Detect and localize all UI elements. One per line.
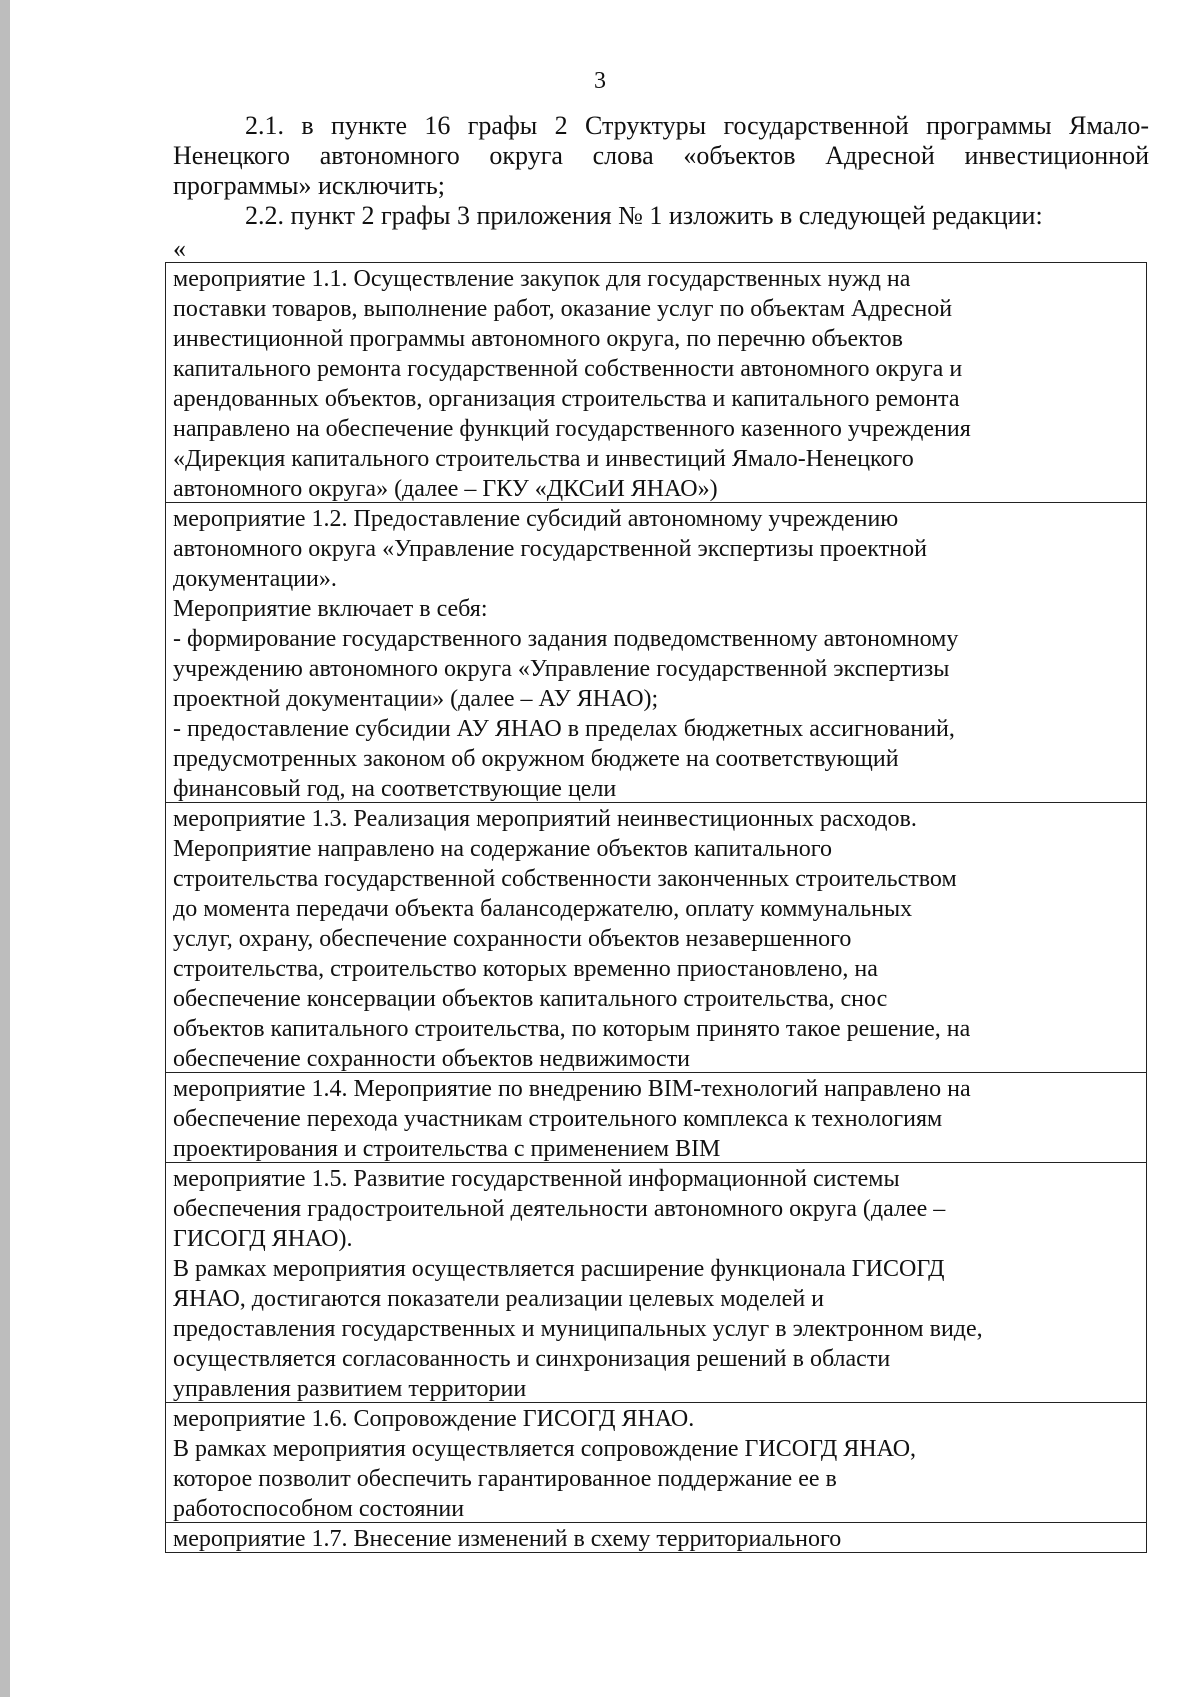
measure-text-line: услуг, охрану, обеспечение сохранности объектов незавершенного [173, 926, 852, 952]
measure-cell [166, 1403, 1147, 1523]
table-row [166, 1403, 1147, 1523]
measure-text-line: В рамках мероприятия осуществляется расширение функционала ГИСОГД [173, 1256, 945, 1282]
measure-text-line: Мероприятие включает в себя: [173, 596, 488, 622]
measure-text-line: В рамках мероприятия осуществляется сопровождение ГИСОГД ЯНАО, [173, 1436, 917, 1462]
measure-text-line: мероприятие 1.4. Мероприятие по внедрению BIM-технологий направлено на [173, 1076, 971, 1102]
intro-text [173, 111, 1149, 231]
measure-text-line: обеспечение перехода участникам строительного комплекса к технологиям [173, 1106, 943, 1132]
measure-text-line: работоспособном состоянии [173, 1496, 465, 1522]
opening-quote: « [173, 234, 186, 263]
measure-text-line: предусмотренных законом об окружном бюджете на соответствующий [173, 746, 899, 772]
measure-text-line: ЯНАО, достигаются показатели реализации целевых моделей и [173, 1286, 824, 1312]
measure-text-line: направлено на обеспечение функций государственного казенного учреждения [173, 416, 971, 442]
table-row [166, 1073, 1147, 1163]
measure-cell [166, 1523, 1147, 1553]
measure-cell [166, 503, 1147, 803]
table-row [166, 1163, 1147, 1403]
measure-text-line: мероприятие 1.3. Реализация мероприятий неинвестиционных расходов. [173, 806, 917, 832]
measure-text-line: финансовый год, на соответствующие цели [173, 776, 617, 802]
measure-text-line: мероприятие 1.7. Внесение изменений в схему территориального [173, 1526, 842, 1552]
measure-text-line: объектов капитального строительства, по которым принято такое решение, на [173, 1016, 971, 1042]
measure-text-line: мероприятие 1.6. Сопровождение ГИСОГД ЯНАО. [173, 1406, 695, 1432]
measure-cell [166, 1073, 1147, 1163]
measure-text-line: управления развитием территории [173, 1376, 527, 1402]
measure-text-line: ГИСОГД ЯНАО). [173, 1226, 353, 1252]
measure-text-line: предоставления государственных и муниципальных услуг в электронном виде, [173, 1316, 983, 1342]
paragraph-2-1-line: 2.1. в пункте 16 графы 2 Структуры государственной программы Ямало- [245, 111, 1149, 140]
table-row [166, 1523, 1147, 1553]
measure-text-line: строительства, строительство которых временно приостановлено, на [173, 956, 878, 982]
measure-text-line: мероприятие 1.1. Осуществление закупок для государственных нужд на [173, 266, 911, 292]
table-row [166, 803, 1147, 1073]
measure-text-line: учреждению автономного округа «Управление государственной экспертизы [173, 656, 950, 682]
measure-text-line: мероприятие 1.2. Предоставление субсидий автономному учреждению [173, 506, 899, 532]
measure-text-line: проектной документации» (далее – АУ ЯНАО); [173, 686, 659, 712]
table-row [166, 503, 1147, 803]
measure-text-line: автономного округа» (далее – ГКУ «ДКСиИ ЯНАО») [173, 476, 718, 502]
measures-table-body [166, 263, 1147, 1553]
measure-text-line: инвестиционной программы автономного округа, по перечню объектов [173, 326, 903, 352]
measure-text-line: Мероприятие направлено на содержание объектов капитального [173, 836, 832, 862]
paragraph-2-1-line: программы» исключить; [173, 171, 445, 200]
measure-cell [166, 803, 1147, 1073]
measure-text-line: обеспечение консервации объектов капитального строительства, снос [173, 986, 888, 1012]
measure-text-line: капитального ремонта государственной собственности автономного округа и [173, 356, 963, 382]
paragraph-2-2: 2.2. пункт 2 графы 3 приложения № 1 изложить в следующей редакции: [245, 201, 1043, 230]
measure-text-line: осуществляется согласованность и синхронизация решений в области [173, 1346, 891, 1372]
measure-text-line: - формирование государственного задания подведомственному автономному [173, 626, 959, 652]
measure-text-line: «Дирекция капитального строительства и инвестиций Ямало-Ненецкого [173, 446, 914, 472]
scan-edge-strip [0, 0, 10, 1697]
measure-text-line: документации». [173, 566, 337, 592]
table-row [166, 263, 1147, 503]
measure-cell [166, 1163, 1147, 1403]
measure-text-line: - предоставление субсидии АУ ЯНАО в пределах бюджетных ассигнований, [173, 716, 955, 742]
paragraph-2-1 [173, 111, 1149, 201]
measure-text-line: проектирования и строительства с применением BIM [173, 1136, 721, 1162]
measure-text-line: обеспечения градостроительной деятельности автономного округа (далее – [173, 1196, 946, 1222]
measure-text-line: строительства государственной собственности законченных строительством [173, 866, 957, 892]
measure-text-line: поставки товаров, выполнение работ, оказание услуг по объектам Адресной [173, 296, 953, 322]
measure-text-line: обеспечение сохранности объектов недвижимости [173, 1046, 691, 1072]
measure-text-line: мероприятие 1.5. Развитие государственной информационной системы [173, 1166, 900, 1192]
measure-text-line: арендованных объектов, организация строительства и капитального ремонта [173, 386, 960, 412]
measure-cell [166, 263, 1147, 503]
measures-table [165, 262, 1147, 1553]
measure-text-line: автономного округа «Управление государственной экспертизы проектной [173, 536, 927, 562]
page-number: 3 [594, 68, 606, 94]
measure-text-line: которое позволит обеспечить гарантированное поддержание ее в [173, 1466, 837, 1492]
paragraph-2-1-line: Ненецкого автономного округа слова «объектов Адресной инвестиционной [173, 141, 1149, 170]
measure-text-line: до момента передачи объекта балансодержателю, оплату коммунальных [173, 896, 913, 922]
